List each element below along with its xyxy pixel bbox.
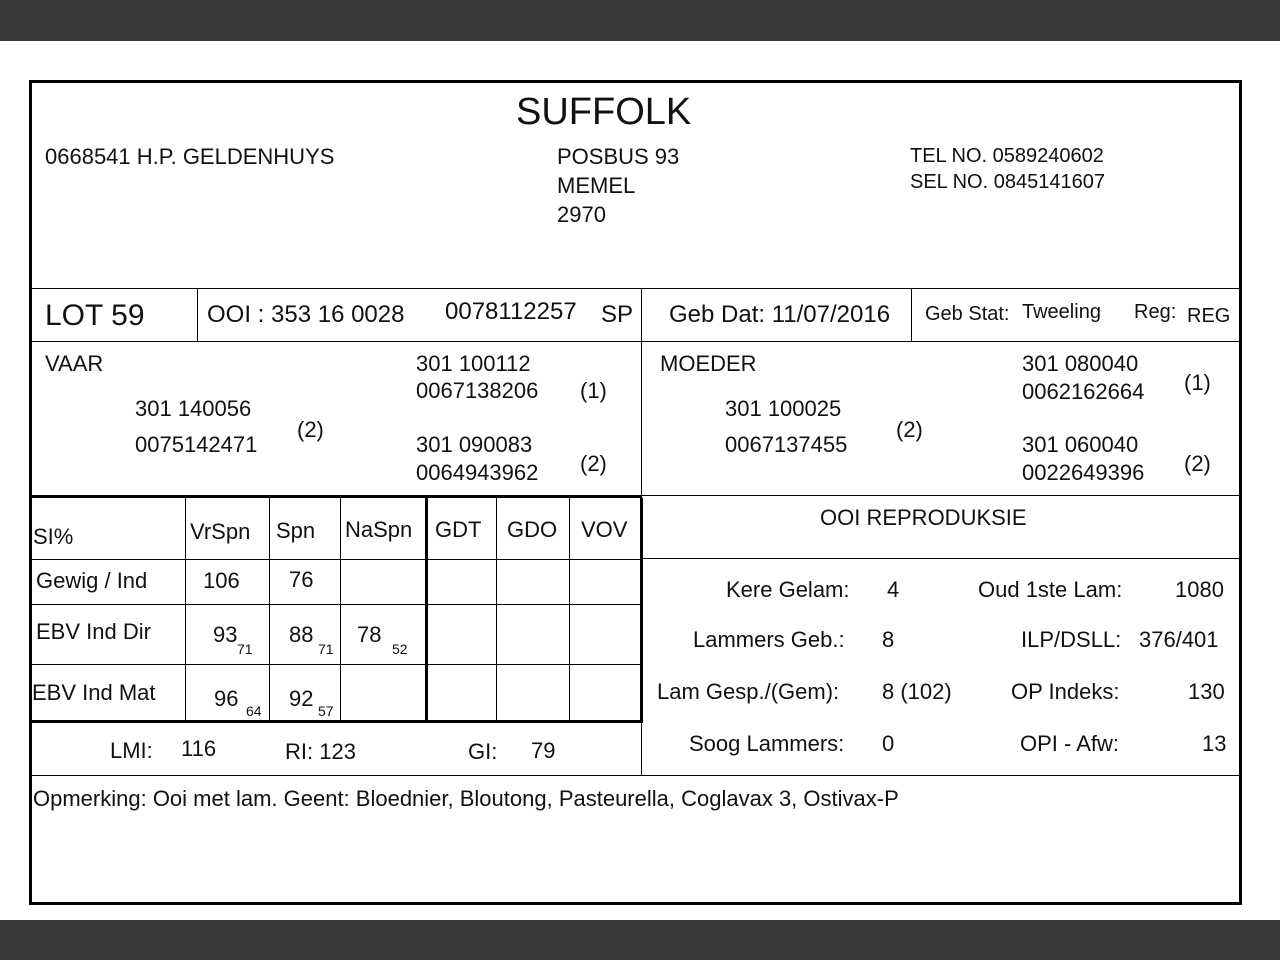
divider-pedigree-left bbox=[32, 495, 642, 498]
table-line bbox=[32, 604, 642, 605]
op-label: OP Indeks: bbox=[1011, 679, 1120, 704]
moeder-bottom-id-1: 301 060040 bbox=[1022, 432, 1139, 457]
vaar-id-1: 301 140056 bbox=[135, 396, 252, 421]
row-label: Gewig / Ind bbox=[36, 568, 148, 593]
border-left bbox=[29, 80, 32, 905]
address-line-3: 2970 bbox=[557, 202, 606, 227]
table-col-line bbox=[569, 498, 570, 720]
sel-number: SEL NO. 0845141607 bbox=[910, 171, 1105, 193]
lammers-value: 8 bbox=[882, 627, 895, 652]
header-vov: VOV bbox=[581, 517, 628, 542]
kere-label: Kere Gelam: bbox=[726, 577, 850, 602]
table-line bbox=[32, 559, 642, 560]
divider-pedigree-right bbox=[642, 495, 1239, 496]
lammers-label: Lammers Geb.: bbox=[693, 627, 845, 652]
table-col-line bbox=[496, 498, 497, 720]
lot-number: LOT 59 bbox=[45, 299, 145, 332]
birth-status-label: Geb Stat: bbox=[925, 303, 1010, 325]
cell-vrspn: 96 bbox=[214, 686, 239, 711]
vaar-bottom-id-1: 301 090083 bbox=[416, 432, 533, 457]
cell-vrspn-sub: 71 bbox=[237, 641, 253, 657]
lot-sep-1 bbox=[197, 289, 198, 341]
header-gdo: GDO bbox=[507, 517, 558, 542]
opi-value: 13 bbox=[1202, 731, 1227, 756]
cell-naspn-sub: 52 bbox=[392, 641, 408, 657]
gi-label: GI: bbox=[468, 739, 498, 764]
table-col-line-bold bbox=[640, 498, 643, 723]
cell-spn-sub: 57 bbox=[318, 703, 334, 719]
breed-title: SUFFOLK bbox=[516, 91, 692, 133]
moeder-id-1: 301 100025 bbox=[725, 396, 842, 421]
reg-value: REG bbox=[1187, 305, 1231, 327]
reg-label: Reg: bbox=[1134, 301, 1177, 323]
border-right bbox=[1239, 80, 1242, 905]
vaar-top-id-1: 301 100112 bbox=[416, 351, 531, 376]
birth-status-value: Tweeling bbox=[1022, 301, 1101, 323]
vaar-top-id-2: 0067138206 bbox=[416, 378, 539, 403]
ooi-sp: SP bbox=[601, 301, 634, 328]
table-col-line bbox=[269, 498, 270, 720]
vaar-id-2: 0075142471 bbox=[135, 432, 258, 457]
owner-name: 0668541 H.P. GELDENHUYS bbox=[45, 144, 335, 169]
op-value: 130 bbox=[1188, 679, 1225, 704]
vaar-mark: (2) bbox=[297, 417, 324, 442]
ilp-label: ILP/DSLL: bbox=[1021, 627, 1122, 652]
header-si: SI% bbox=[33, 524, 74, 549]
cell-spn: 92 bbox=[289, 686, 314, 711]
soog-label: Soog Lammers: bbox=[689, 731, 845, 756]
kere-value: 4 bbox=[887, 577, 900, 602]
address-line-2: MEMEL bbox=[557, 173, 636, 198]
oud-label: Oud 1ste Lam: bbox=[978, 577, 1123, 602]
moeder-top-mark: (1) bbox=[1184, 370, 1211, 395]
cell-vrspn-sub: 64 bbox=[246, 703, 262, 719]
header-vrspn: VrSpn bbox=[190, 519, 251, 544]
vaar-top-mark: (1) bbox=[580, 378, 607, 403]
ooi-number: 0078112257 bbox=[445, 298, 577, 325]
border-top bbox=[29, 80, 1242, 83]
cell-vrspn: 93 bbox=[213, 622, 238, 647]
vaar-bottom-mark: (2) bbox=[580, 451, 607, 476]
table-line-bold bbox=[32, 720, 642, 723]
moeder-top-id-1: 301 080040 bbox=[1022, 351, 1139, 376]
lmi-value: 116 bbox=[181, 736, 217, 761]
cell-naspn: 78 bbox=[357, 622, 382, 647]
row-label: EBV Ind Dir bbox=[36, 619, 151, 644]
table-col-line-bold bbox=[425, 498, 428, 723]
divider-header bbox=[32, 288, 1239, 289]
moeder-mark: (2) bbox=[896, 417, 923, 442]
repro-title: OOI REPRODUKSIE bbox=[820, 505, 1027, 530]
row-label: EBV Ind Mat bbox=[32, 680, 156, 705]
lmi-label: LMI: bbox=[110, 738, 153, 763]
border-bottom bbox=[29, 902, 1242, 905]
ilp-value: 376/401 bbox=[1139, 627, 1219, 652]
lot-sep-3 bbox=[911, 289, 912, 341]
moeder-id-2: 0067137455 bbox=[725, 432, 848, 457]
ooi-id: OOI : 353 16 0028 bbox=[207, 301, 405, 328]
moeder-bottom-mark: (2) bbox=[1184, 451, 1211, 476]
cell-spn: 76 bbox=[289, 567, 314, 592]
cell-spn-sub: 71 bbox=[318, 641, 334, 657]
table-col-line bbox=[340, 498, 341, 720]
ri-value: RI: 123 bbox=[285, 739, 356, 764]
tel-number: TEL NO. 0589240602 bbox=[910, 145, 1104, 167]
cell-vrspn: 106 bbox=[203, 568, 240, 593]
cell-spn: 88 bbox=[289, 622, 314, 647]
header-gdt: GDT bbox=[435, 517, 482, 542]
remark: Opmerking: Ooi met lam. Geent: Bloednier, Bloutong, Pasteurella, Coglavax 3, Ostivax-P bbox=[33, 786, 899, 811]
gi-value: 79 bbox=[531, 738, 556, 763]
table-line bbox=[32, 664, 642, 665]
vaar-label: VAAR bbox=[45, 351, 104, 376]
opi-label: OPI - Afw: bbox=[1020, 731, 1120, 756]
moeder-bottom-id-2: 0022649396 bbox=[1022, 460, 1145, 485]
divider-repro-title bbox=[642, 558, 1239, 559]
gesp-value: 8 (102) bbox=[882, 679, 952, 704]
table-col-line bbox=[185, 498, 186, 720]
vaar-bottom-id-2: 0064943962 bbox=[416, 460, 539, 485]
moeder-top-id-2: 0062162664 bbox=[1022, 379, 1145, 404]
address-line-1: POSBUS 93 bbox=[557, 144, 680, 169]
oud-value: 1080 bbox=[1175, 577, 1224, 602]
header-naspn: NaSpn bbox=[345, 517, 413, 542]
birth-date: Geb Dat: 11/07/2016 bbox=[669, 301, 891, 328]
moeder-label: MOEDER bbox=[660, 351, 757, 376]
divider-lot bbox=[32, 341, 1239, 342]
gesp-label: Lam Gesp./(Gem): bbox=[657, 679, 840, 704]
header-spn: Spn bbox=[276, 518, 316, 543]
divider-remark bbox=[32, 775, 1239, 776]
soog-value: 0 bbox=[882, 731, 895, 756]
